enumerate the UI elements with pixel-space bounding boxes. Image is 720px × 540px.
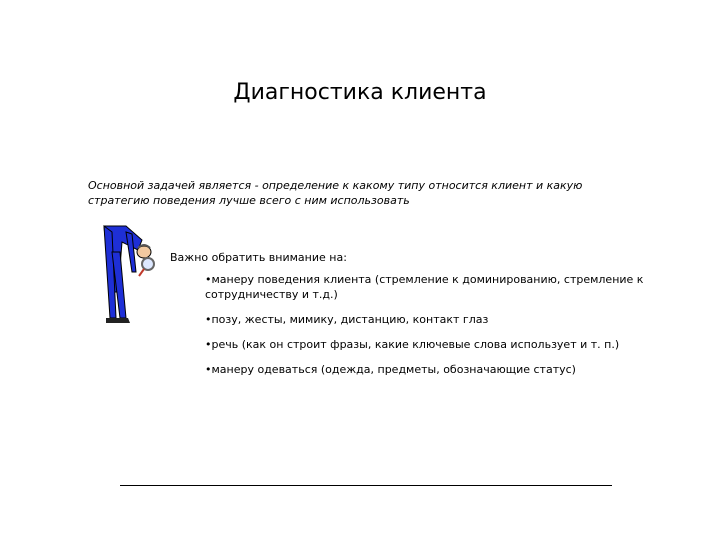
bullet-item: •речь (как он строит фразы, какие ключевые слова использует и т. п.): [205, 338, 620, 351]
bullet-item: •позу, жесты, мимику, дистанцию, контакт глаз: [205, 313, 489, 326]
attention-label: Важно обратить внимание на:: [170, 251, 347, 264]
slide-title: Диагностика клиента: [233, 80, 487, 105]
bullet-item: •манеру одеваться (одежда, предметы, обозначающие статус): [205, 363, 576, 376]
footer-divider: [120, 485, 612, 486]
person-with-magnifier-icon: [98, 222, 164, 332]
bullet-list: [205, 272, 655, 387]
intro-text: Основной задачей является - определение к какому типу относится клиент и какую стратегию поведения лучше всего с ним использовать: [88, 179, 583, 207]
bullet-item: •манеру поведения клиента (стремление к доминированию, стремление к сотрудничеству и т.д.): [205, 273, 644, 301]
